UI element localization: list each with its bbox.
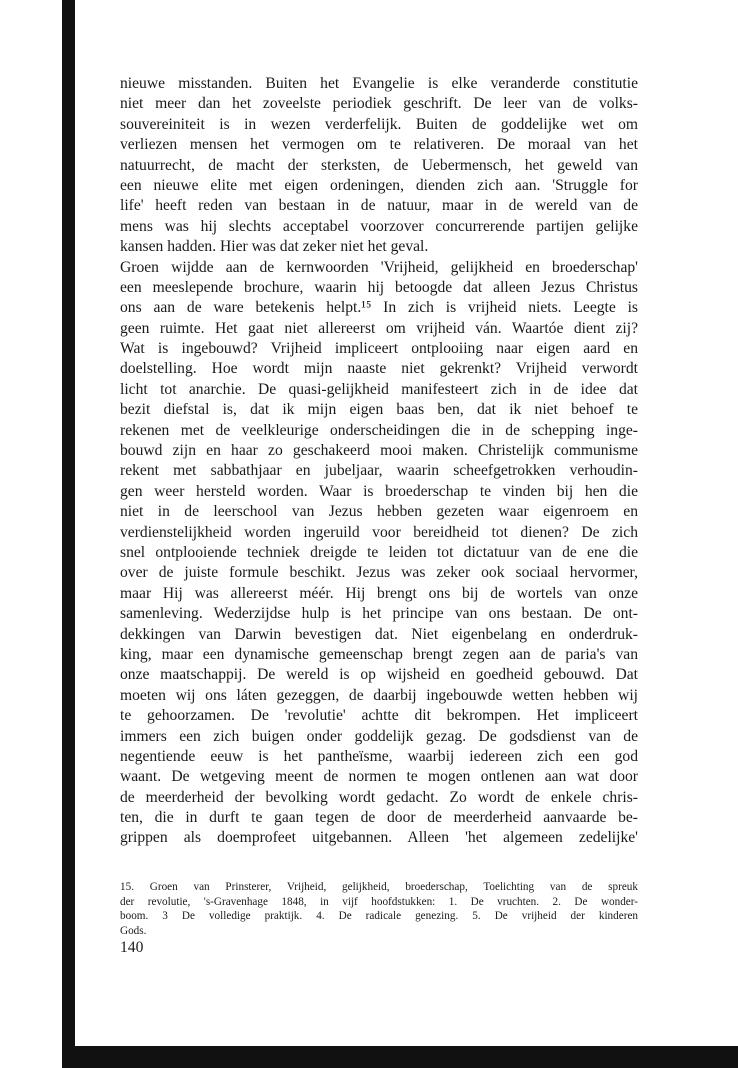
body-line: een nieuwe elite met eigen ordeningen, dienden zich aan. 'Struggle for (120, 176, 638, 194)
body-line: niet in de leerschool van Jezus hebben gezeten waar eigenroem en (120, 503, 638, 521)
body-line: ten, die in durft te gaan tegen de door de meerderheid aanvaarde be- (120, 809, 638, 827)
body-line: kansen hadden. Hier was dat zeker niet het geval. (120, 238, 429, 256)
footnote-line: der revolutie, 's-Gravenhage 1848, in vijf hoofdstukken: 1. De vruchten. 2. De wonder- (120, 895, 638, 908)
body-line: samenleving. Wederzijdse hulp is het principe van ons bestaan. De ont- (120, 605, 638, 623)
body-line: te gehoorzamen. De 'revolutie' achtte dit bekrompen. Het impliceert (120, 707, 638, 725)
body-line: waant. De wetgeving meent de normen te mogen ontlenen aan wat door (120, 768, 638, 786)
body-line: onze maatschappij. De wereld is op wijsheid en goedheid gebouwd. Dat (120, 666, 638, 684)
body-line: gen weer hersteld worden. Waar is broederschap te vinden bij hen die (120, 482, 638, 500)
body-text (120, 74, 638, 849)
body-line: de meerderheid der bevolking wordt gedacht. Zo wordt de enkele chris- (120, 788, 638, 806)
body-line: nieuwe misstanden. Buiten het Evangelie is elke veranderde constitutie (120, 75, 638, 92)
body-line: over de juiste formule beschikt. Jezus was zeker ook sociaal hervormer, (120, 564, 638, 582)
body-line: dekkingen van Darwin bevestigen dat. Niet eigenbelang en onderdruk- (120, 625, 638, 643)
body-line: life' heeft reden van bestaan in de natuur, maar in de wereld van de (120, 197, 638, 215)
body-line: niet meer dan het zoveelste periodiek geschrift. De leer van de volks- (120, 95, 638, 113)
body-line: natuurrecht, de macht der sterksten, de Uebermensch, het geweld van (120, 156, 638, 174)
body-line: geen ruimte. Het gaat niet allereerst om vrijheid ván. Waartóe dient zij? (120, 319, 638, 337)
body-line: grippen als doemprofeet uitgebannen. Alleen 'het algemeen zedelijke' (120, 829, 638, 847)
body-line: ons aan de ware betekenis helpt.¹⁵ In zich is vrijheid niets. Leegte is (120, 299, 638, 317)
body-line: bezit diefstal is, dat ik mijn eigen baas ben, dat ik niet behoef te (120, 401, 638, 419)
footnote-line: 15. Groen van Prinsterer, Vrijheid, gelijkheid, broederschap, Toelichting van de spreuk (120, 881, 638, 893)
body-line: verdienstelijkheid worden ingeruild voor bereidheid tot dienen? De zich (120, 523, 638, 541)
footnote (120, 880, 638, 938)
body-line: doelstelling. Hoe wordt mijn naaste niet gekrenkt? Vrijheid verwordt (120, 360, 638, 378)
body-line: immers een zich buigen onder goddelijk gezag. De godsdienst van de (120, 727, 638, 745)
footnote-line: Gods. (120, 924, 147, 937)
body-line: een meeslepende brochure, waarin hij betoogde dat alleen Jezus Christus (120, 278, 638, 296)
body-line: rekenen met de veelkleurige onderscheidingen die in de schepping inge- (120, 421, 638, 439)
footnote-line: boom. 3 De volledige praktijk. 4. De radicale genezing. 5. De vrijheid der kinderen (120, 910, 638, 923)
body-line: bouwd zijn en haar zo geschakeerd mooi maken. Christelijk communisme (120, 442, 638, 460)
body-line: Groen wijdde aan de kernwoorden 'Vrijheid, gelijkheid en broederschap' (120, 258, 638, 276)
body-line: negentiende eeuw is het pantheïsme, waarbij iedereen zich een god (120, 747, 638, 765)
body-line: verliezen mensen het vermogen om te relativeren. De moraal van het (120, 136, 638, 154)
body-line: moeten wij ons láten gezeggen, de daarbij ingebouwde wetten hebben wij (120, 686, 638, 704)
body-line: snel ontplooiende techniek dreigde te leiden tot dictatuur van de ene die (120, 543, 638, 561)
body-line: mens was hij slechts acceptabel voorzover concurrerende partijen gelijke (120, 217, 638, 235)
body-line: rekent met sabbathjaar en jubeljaar, waarin scheefgetrokken verhoudin- (120, 462, 638, 480)
body-line: Wat is ingebouwd? Vrijheid impliceert ontplooiing naar eigen aard en (120, 340, 638, 358)
body-line: king, maar een dynamische gemeenschap brengt zegen aan de paria's van (120, 645, 638, 663)
scan-edge-left (62, 0, 75, 1068)
body-line: licht tot anarchie. De quasi-gelijkheid manifesteert zich in de idee dat (120, 380, 638, 398)
body-line: souvereiniteit is in wezen verderfelijk. Buiten de goddelijke wet om (120, 115, 638, 133)
page-number: 140 (120, 939, 144, 956)
body-line: maar Hij was allereerst méér. Hij brengt ons bij de wortels van onze (120, 584, 638, 602)
scan-edge-bottom (62, 1046, 738, 1068)
